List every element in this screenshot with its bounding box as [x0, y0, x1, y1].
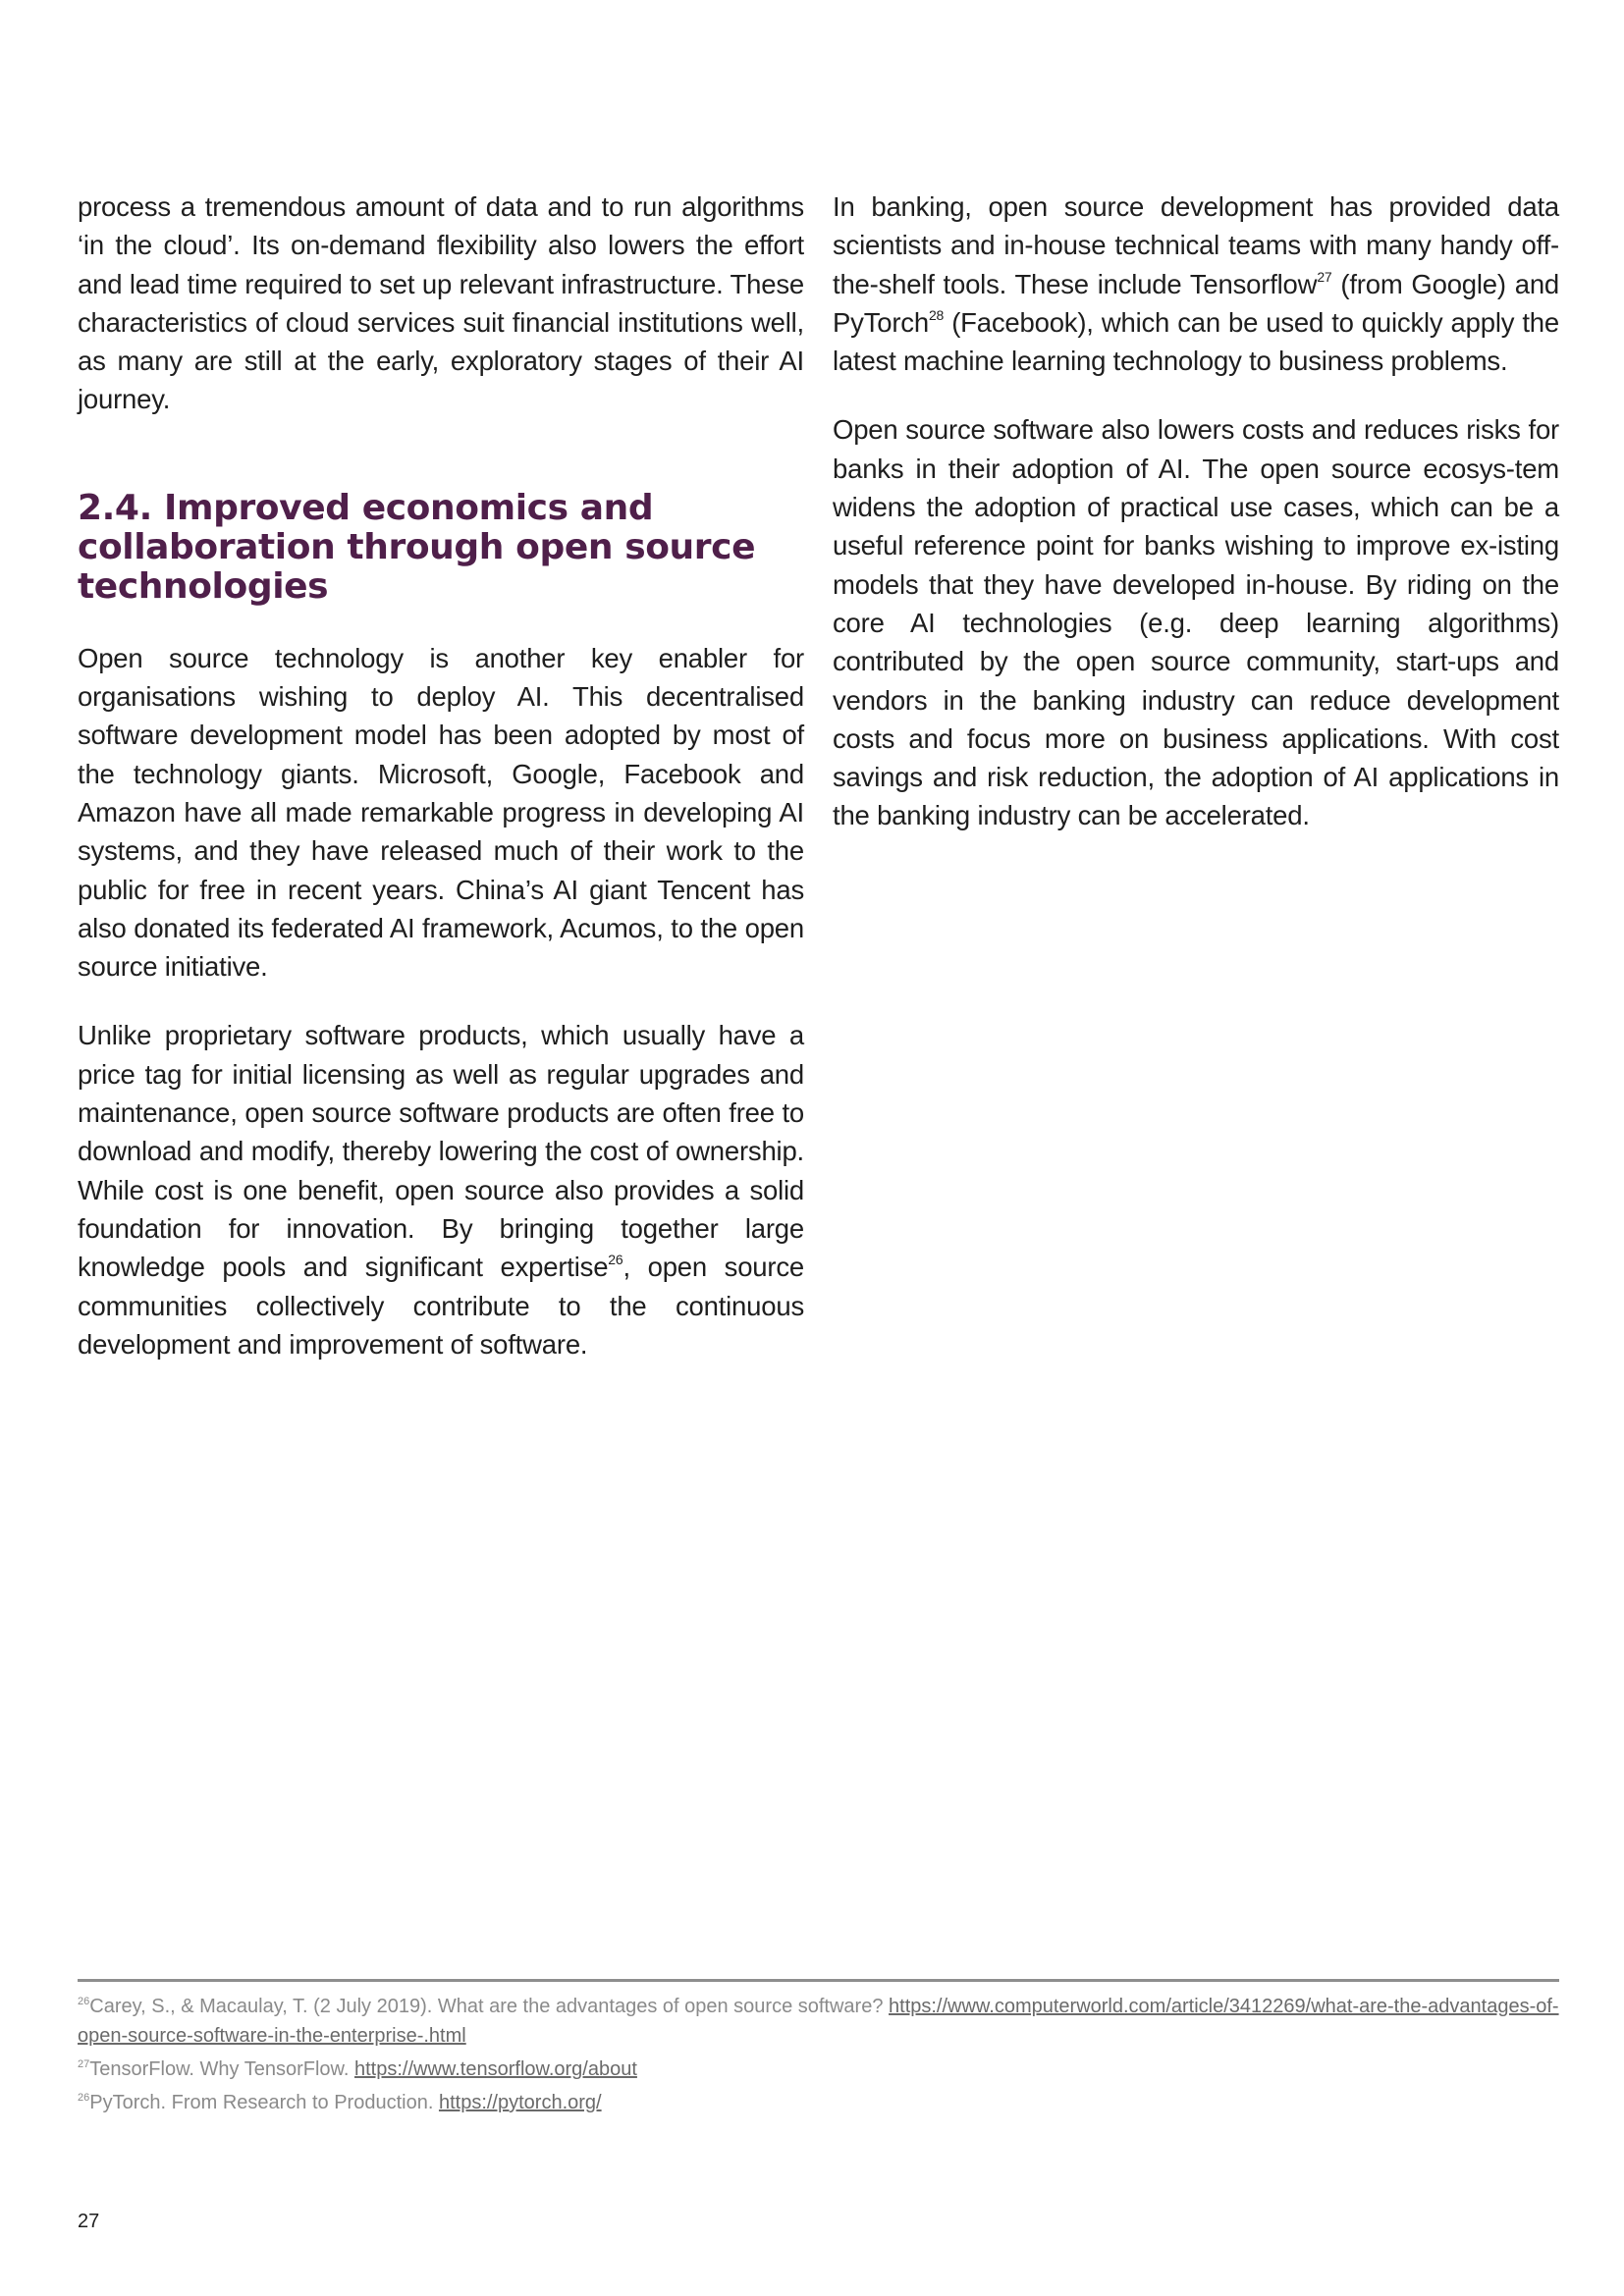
- footnote-number: 27: [78, 2058, 90, 2070]
- footnote-text: Carey, S., & Macaulay, T. (2 July 2019). What are the advantages of open source software?: [89, 1996, 890, 2017]
- body-paragraph: [833, 187, 1559, 380]
- footnotes: [78, 1979, 1559, 2121]
- body-paragraph: process a tremendous amount of data and to run algorithms ‘in the cloud’. Its on-demand flexibility also lowers the effort and lead time required to set up relevant infrastructure. These characteristics of cloud services suit financial institutions well, as many are still at the early, exploratory stages of their AI journey.: [78, 191, 804, 415]
- text-run: , open source communities collectively contribute to the continuous development and improvement of software.: [78, 1252, 804, 1360]
- footnote-link[interactable]: https://www.computerworld.com/article/3412269/what-are-the-advantages-of-open-source-software-in-the-enterprise-.html: [78, 1996, 1559, 2047]
- footnote-ref[interactable]: 27: [1317, 268, 1332, 285]
- footnote-link[interactable]: https://www.tensorflow.org/about: [353, 2058, 637, 2080]
- text-run: Unlike proprietary software products, which usually have a price tag for initial licensing as well as regular upgrades and maintenance, open source software products are often free to download and modify, thereby lowering the cost of ownership. While cost is one benefit, open source also provides a solid foundation for innovation. By bringing together large knowledge pools and significant expertise: [78, 1020, 804, 1283]
- footnote: [78, 2088, 1559, 2117]
- footnote-ref[interactable]: 28: [928, 306, 945, 323]
- text-run: (from Google) and PyTorch: [833, 268, 1560, 338]
- left-column: [78, 187, 804, 1363]
- footnote-text: TensorFlow. Why TensorFlow.: [89, 2058, 354, 2080]
- body-paragraph: Open source software also lowers costs and reduces risks for banks in their adoption of AI. The open source ecosys-tem widens the adoption of practical use cases, which can be a useful reference point for banks wishing to improve ex-isting models that they have developed in-house. By riding on the core AI technologies (e.g. deep learning algorithms) contributed by the open source community, start-ups and vendors in the banking industry can reduce development costs and focus more on business applications. With cost savings and risk reduction, the adoption of AI applications in the banking industry can be accelerated.: [833, 414, 1559, 831]
- page-number: 27: [78, 2211, 100, 2232]
- footnote: [78, 2055, 1559, 2084]
- body-paragraph: Open source technology is another key enabler for organisations wishing to deploy AI. This decentralised software development model has been adopted by most of the technology giants. Microsoft, Google, Facebook and Amazon have all made remarkable progress in developing AI systems, and they have released much of their work to the public for free in recent years. China’s AI giant Tencent has also donated its federated AI framework, Acumos, to the open source initiative.: [78, 642, 804, 983]
- footnote-ref[interactable]: 26: [608, 1252, 623, 1268]
- text-run: In banking, open source development has provided data scientists and in-house technical teams with many handy off-the-shelf tools. These include Tensorflow: [833, 191, 1559, 299]
- footnote-link[interactable]: https://pytorch.org/: [438, 2092, 602, 2113]
- footnote-text: PyTorch. From Research to Production.: [89, 2092, 439, 2113]
- footnote: [78, 1992, 1559, 2051]
- section-heading: 2.4. Improved economics and collaboration through open source technologies: [78, 487, 756, 607]
- body-paragraph: [78, 1016, 804, 1363]
- footnote-number: 26: [78, 1996, 90, 2007]
- footnote-number: 26: [78, 2092, 90, 2104]
- right-column: [833, 187, 1559, 835]
- text-run: (Facebook), which can be used to quickly apply the latest machine learning technology to business problems.: [833, 306, 1559, 377]
